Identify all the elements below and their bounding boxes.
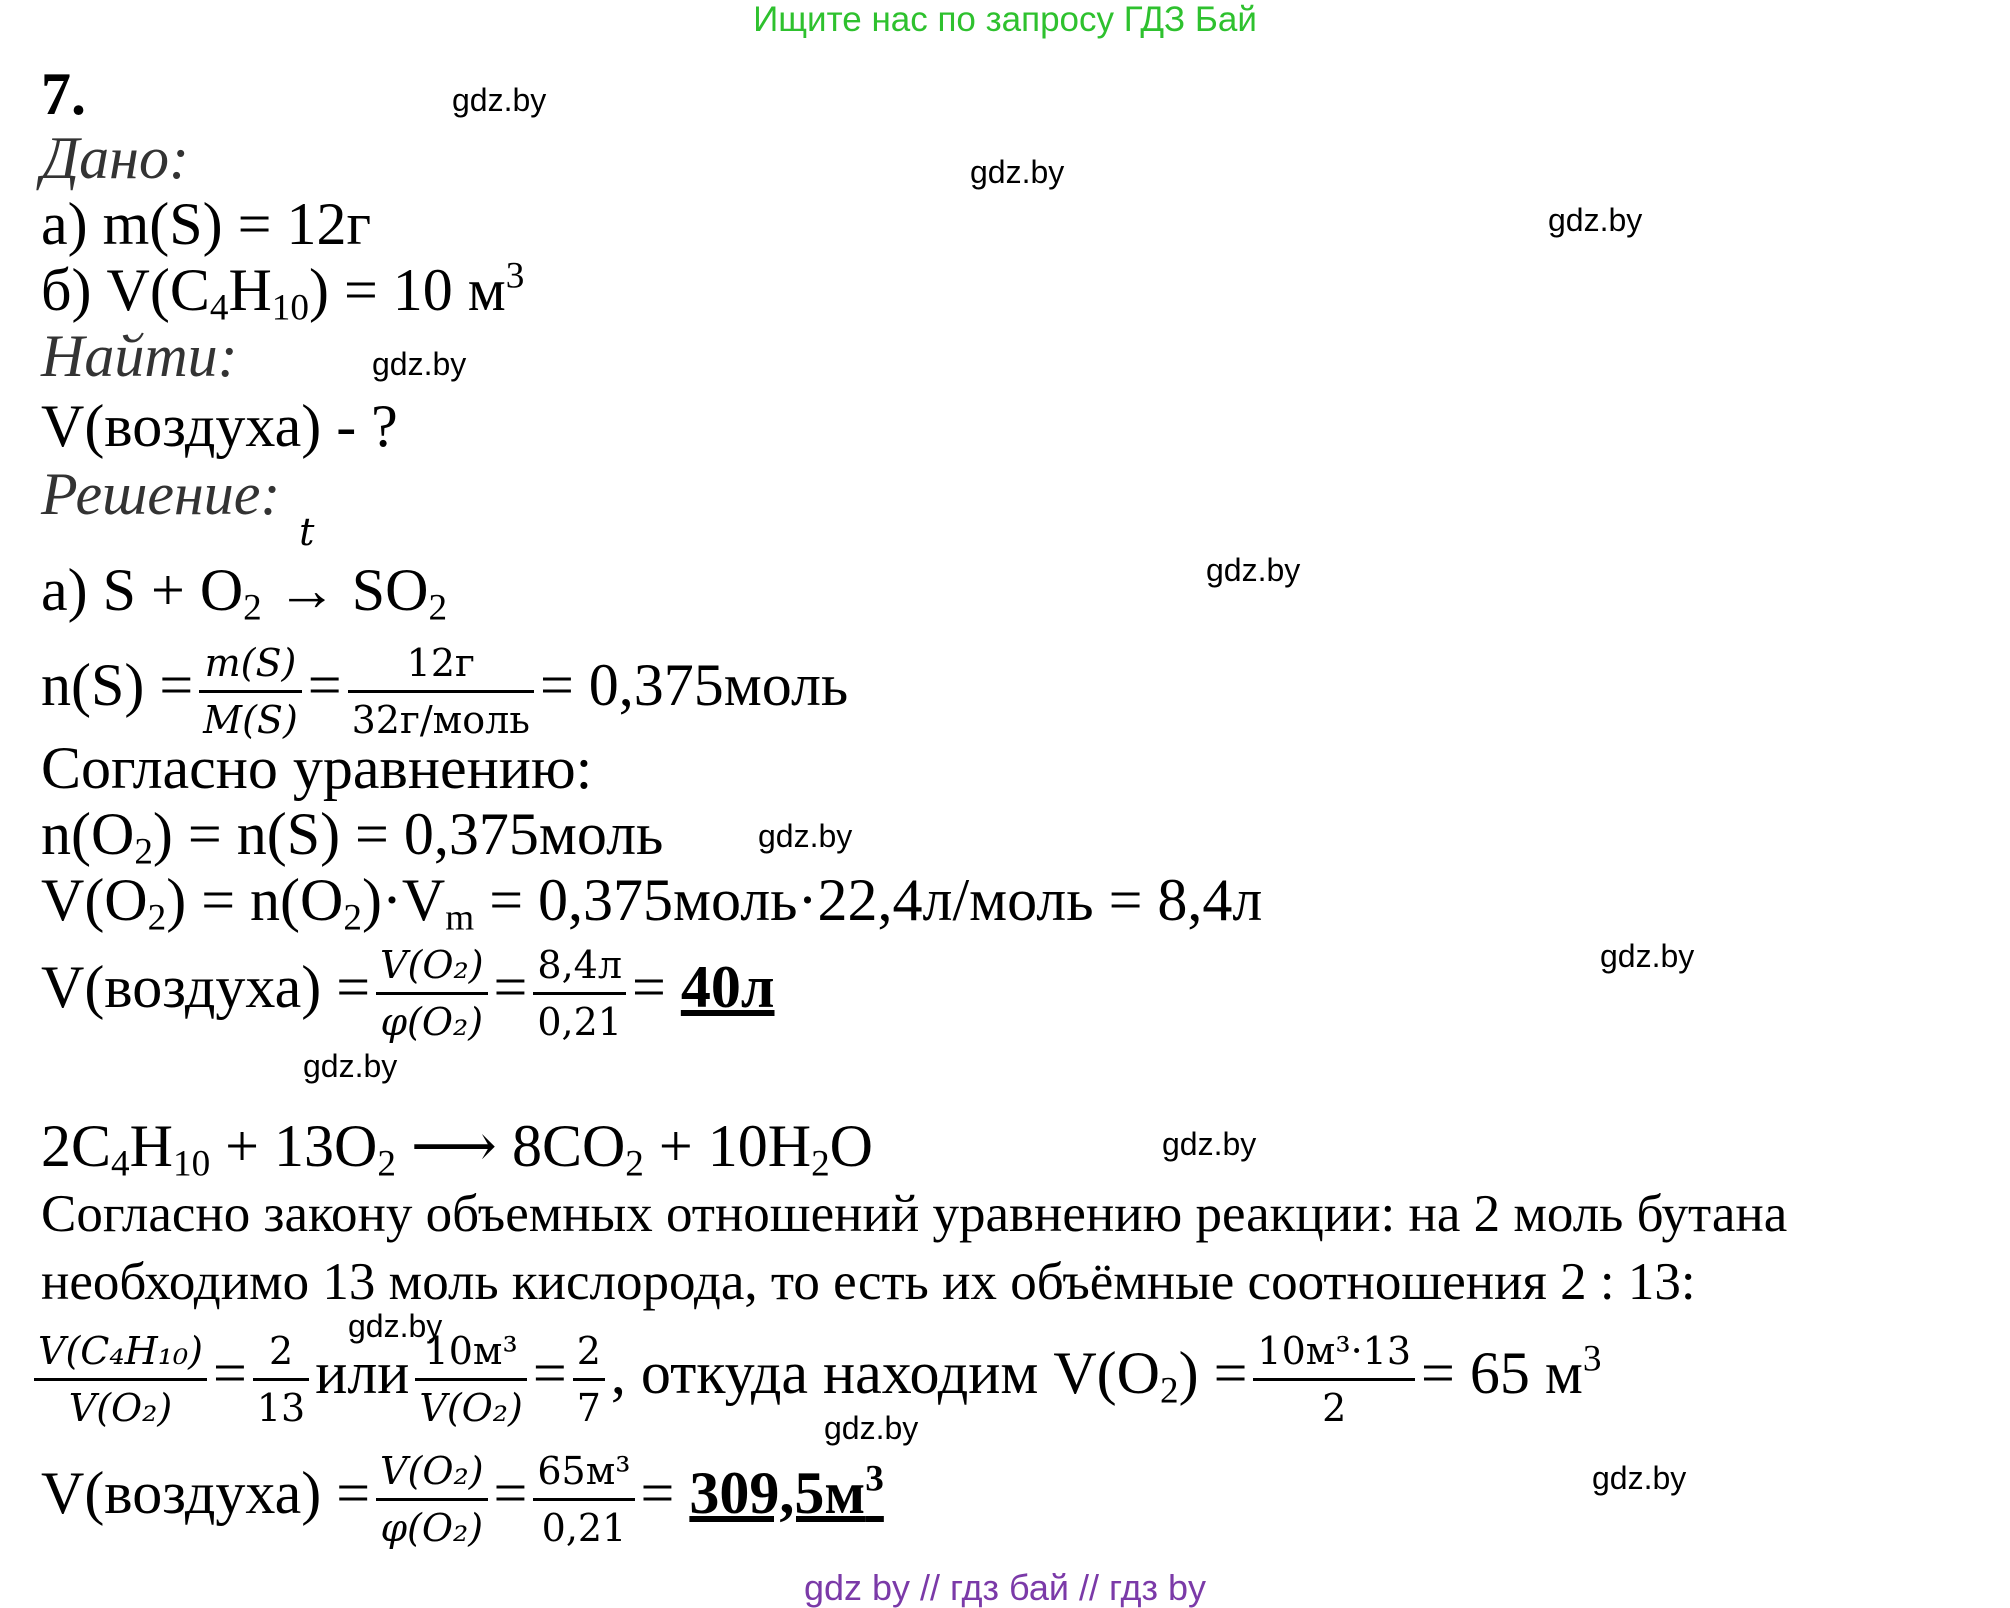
watermark: gdz.by [1206,552,1301,588]
equation-a: а) $S + O_2$ t → $SO_2$ [41,510,448,629]
find-value: V(воздуха) - ? [41,393,398,459]
answer-a: 40л [680,954,775,1020]
watermark: gdz.by [824,1410,919,1446]
watermark: gdz.by [1162,1126,1257,1162]
bottom-banner: gdz by // гдз бай // гдз by [803,1567,1207,1608]
watermark: gdz.by [1548,202,1643,238]
watermark: gdz.by [758,818,853,854]
top-banner: Ищите нас по запросу ГДЗ Бай [753,0,1257,39]
volume-of-air-a: V(воздуха) = $\frac{\text{V(O₂)}}{\text{φ(O₂)}}$ = $\frac{8,4л}{0,21}$ = 40л [41,932,775,1049]
task-number: 7. [41,61,86,127]
watermark: gdz.by [372,346,467,382]
amount-of-sulfur: n(S) = $\frac{m(S)}{M(S)}$ = $\frac{12г}{\text{32г/моль}}$ = 0,375моль [41,630,848,747]
law-line-2: необходимо 13 моль кислорода, то есть их объёмные соотношения 2 : 13: [41,1253,1696,1311]
given-b: б) $V(C_4H_{10}) = 10$ $м^3$ [41,255,525,329]
answer-b: $309,5м^3$ [689,1458,884,1526]
volume-ratio: $\frac{\text{V(C₄H₁₀)}}{\text{V(O₂)}}$ = $\frac{2}{13}$ или $\frac{\text{10м³}}{\text{V(O₂)}}$ = $\frac{2}{7}$ , откуда находим $V(O_2)$ = $\frac{\text{10м³·13}}{2}$ = 65 $м^3$ [34,1318,1601,1435]
watermark: gdz.by [303,1048,398,1084]
amount-of-oxygen: $n(O_2) = n(S)$ = 0,375моль [41,801,664,873]
watermark: gdz.by [1592,1460,1687,1496]
watermark: gdz.by [1600,938,1695,974]
watermark: gdz.by [970,154,1065,190]
according-text: Согласно уравнению: [41,735,593,801]
volume-of-air-b: V(воздуха) = $\frac{\text{V(O₂)}}{\text{φ(O₂)}}$ = $\frac{\text{65м³}}{0,21}$ = $309,5м^3$ [41,1438,884,1555]
solution-label: Решение: [41,461,281,527]
given-label: Дано: [41,125,189,191]
volume-of-oxygen: $V(O_2) = n(O_2)\cdot V_m$ = 0,375моль·22,4л/моль = 8,4л [41,867,1263,939]
given-a: а) m(S) = 12г [41,191,372,257]
watermark: gdz.by [452,82,547,118]
equation-b: $2C_4H_{10} + 13O_2$ ⟶ $8CO_2 + 10H_2O$ [41,1113,873,1185]
find-label: Найти: [41,323,238,389]
watermark: gdz.by [348,1308,443,1344]
law-line-1: Согласно закону объемных отношений уравнению реакции: на 2 моль бутана [41,1185,1788,1243]
